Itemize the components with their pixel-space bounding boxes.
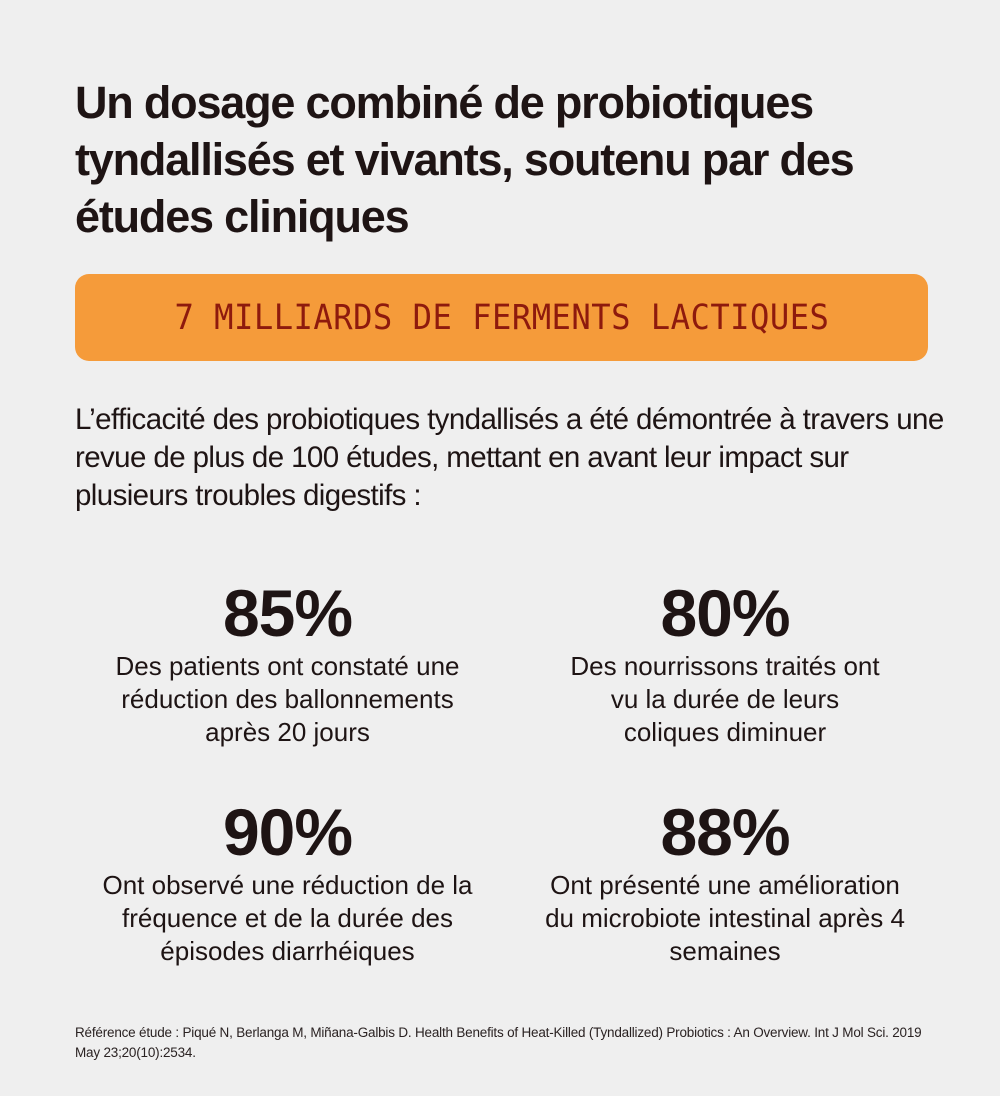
intro-paragraph: L’efficacité des probiotiques tyndallisés a été démontrée à travers une revue de plus de 100 études, mettant en avant leur impact sur plusieurs troubles digestifs : bbox=[75, 403, 944, 512]
banner-text: 7 MILLIARDS DE FERMENTS LACTIQUES bbox=[174, 297, 829, 338]
stat-description: Des patients ont constaté une réduction des ballonnements après 20 jours bbox=[115, 651, 460, 747]
stat-value: 85% bbox=[222, 576, 353, 650]
stat-88 bbox=[520, 797, 930, 968]
stats-grid bbox=[75, 578, 930, 968]
stat-80 bbox=[520, 578, 930, 749]
stat-90 bbox=[75, 797, 520, 968]
stat-description: Ont présenté une amélioration du microbiote intestinal après 4 semaines bbox=[545, 870, 905, 966]
stat-description: Des nourrissons traités ont vu la durée de leurs coliques diminuer bbox=[570, 651, 880, 747]
stat-description: Ont observé une réduction de la fréquence et de la durée des épisodes diarrhéiques bbox=[102, 870, 473, 966]
stat-85 bbox=[75, 578, 520, 749]
ferments-banner bbox=[75, 274, 928, 361]
study-reference: Référence étude : Piqué N, Berlanga M, Miñana-Galbis D. Health Benefits of Heat-Killed (Tyndallized) Probiotics : An Overview. Int J Mol Sci. 2019 May 23;20(10):2534. bbox=[75, 1025, 922, 1060]
stat-value: 90% bbox=[222, 795, 353, 869]
page-title: Un dosage combiné de probiotiques tyndallisés et vivants, soutenu par des études cliniques bbox=[75, 77, 854, 242]
stat-value: 88% bbox=[660, 795, 790, 869]
stat-value: 80% bbox=[660, 576, 790, 650]
